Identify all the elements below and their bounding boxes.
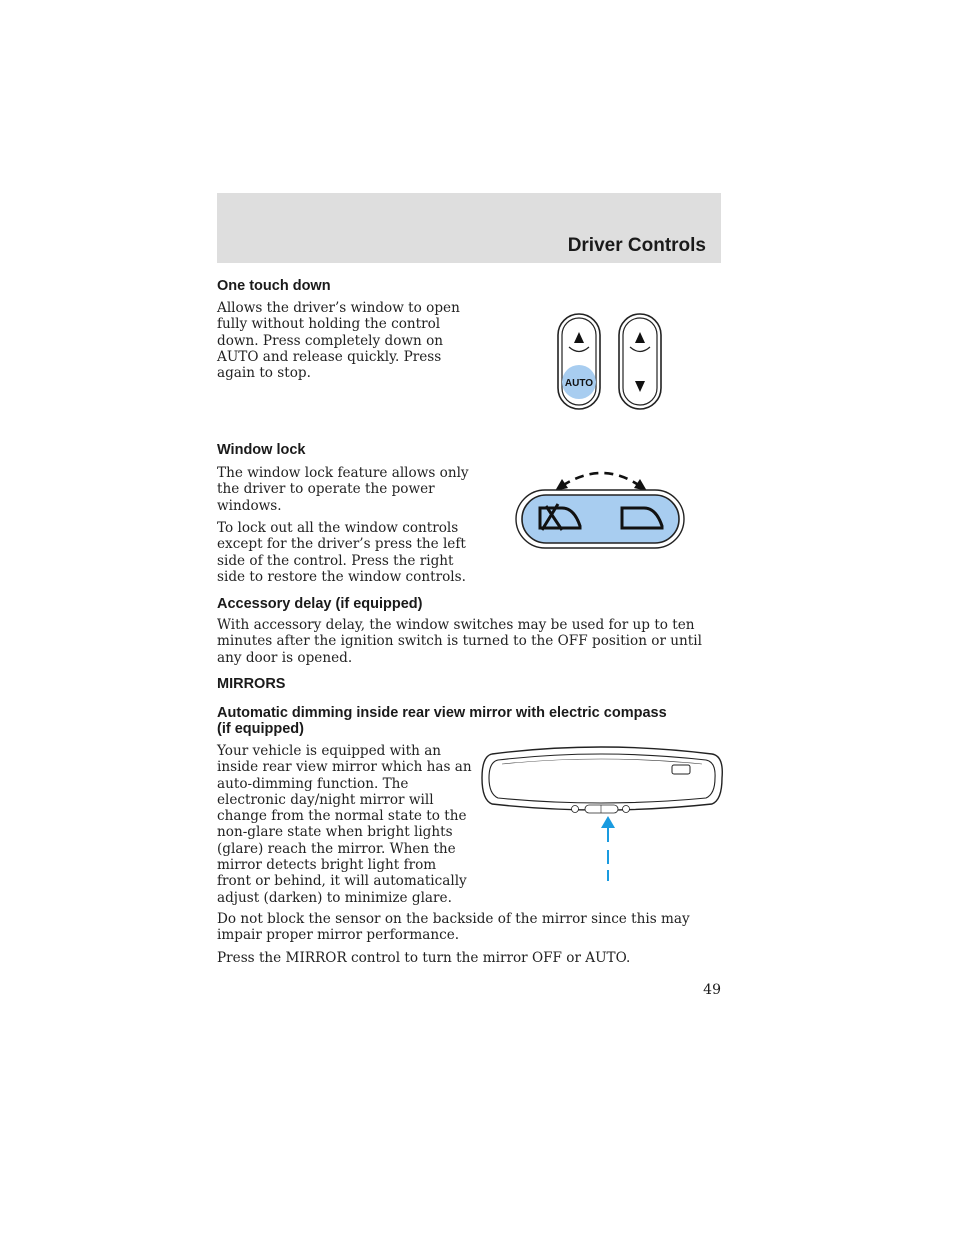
text-line: electronic day/night mirror will [217, 791, 434, 808]
arrow-head-icon [601, 816, 615, 828]
text-line: windows. [217, 497, 282, 514]
sensor-icon [572, 806, 579, 813]
text-line: fully without holding the control [217, 316, 441, 333]
page-number: 49 [703, 982, 721, 998]
text-line: Your vehicle is equipped with an [217, 743, 442, 759]
text-line: Do not block the sensor on the backside of the mirror since this may [217, 911, 690, 927]
manual-switch-outline [619, 314, 661, 409]
text-line: AUTO and release quickly. Press [217, 348, 442, 365]
paragraph-mirror-description [217, 743, 472, 906]
text-line: impair proper mirror performance. [217, 927, 460, 944]
text-line: To lock out all the window controls [217, 520, 459, 536]
heading-window-lock: Window lock [217, 442, 306, 458]
text-line: Automatic dimming inside rear view mirror with electric compass [217, 705, 667, 721]
text-line: front or behind, it will automatically [217, 873, 467, 890]
window-switch-illustration [555, 312, 667, 412]
paragraph-window-lock-2 [217, 520, 466, 585]
text-line: any door is opened. [217, 649, 353, 666]
text-line: Press the MIRROR control to turn the mirror OFF or AUTO. [217, 950, 631, 966]
section-header-band [217, 193, 721, 263]
mirror-control-button [585, 805, 618, 813]
auto-label: AUTO [564, 378, 594, 389]
text-line: except for the driver’s press the left [217, 536, 466, 553]
lock-switch-face [522, 495, 679, 543]
text-line: Allows the driver’s window to open [217, 300, 460, 316]
text-line: again to stop. [217, 365, 311, 382]
heading-accessory-delay: Accessory delay (if equipped) [217, 596, 423, 612]
text-line: inside rear view mirror which has an [217, 759, 472, 776]
text-line: (glare) reach the mirror. When the [217, 840, 456, 857]
text-line: The window lock feature allows only [217, 465, 469, 481]
paragraph-one-touch-down [217, 300, 460, 381]
paragraph-mirror-sensor [217, 911, 690, 944]
window-lock-switch-illustration [512, 466, 688, 552]
text-line: adjust (darken) to minimize glare. [217, 889, 452, 906]
text-line: mirror detects bright light from [217, 857, 437, 874]
right-arrowhead-icon [634, 479, 647, 491]
text-line: With accessory delay, the window switches may be used for up to ten [217, 617, 695, 633]
text-line: side of the control. Press the right [217, 552, 454, 569]
text-line: side to restore the window controls. [217, 568, 466, 585]
section-title: Driver Controls [567, 235, 706, 256]
compass-display [672, 765, 690, 774]
text-line: down. Press completely down on [217, 332, 444, 349]
sensor-icon [623, 806, 630, 813]
paragraph-window-lock-1 [217, 465, 469, 514]
text-line: the driver to operate the power [217, 481, 435, 498]
heading-mirrors: MIRRORS [217, 676, 286, 692]
text-line: change from the normal state to the [217, 808, 467, 825]
heading-auto-dimming-mirror [217, 705, 667, 737]
paragraph-mirror-control [217, 950, 630, 966]
text-line: auto-dimming function. The [217, 775, 409, 792]
paragraph-accessory-delay [217, 617, 702, 666]
text-line: non-glare state when bright lights [217, 824, 453, 841]
text-line: (if equipped) [217, 721, 304, 737]
dashed-arc [562, 473, 640, 486]
mirror-housing [482, 747, 722, 810]
rear-view-mirror-illustration [480, 742, 724, 884]
heading-one-touch-down: One touch down [217, 278, 331, 294]
text-line: minutes after the ignition switch is turned to the OFF position or until [217, 633, 702, 650]
